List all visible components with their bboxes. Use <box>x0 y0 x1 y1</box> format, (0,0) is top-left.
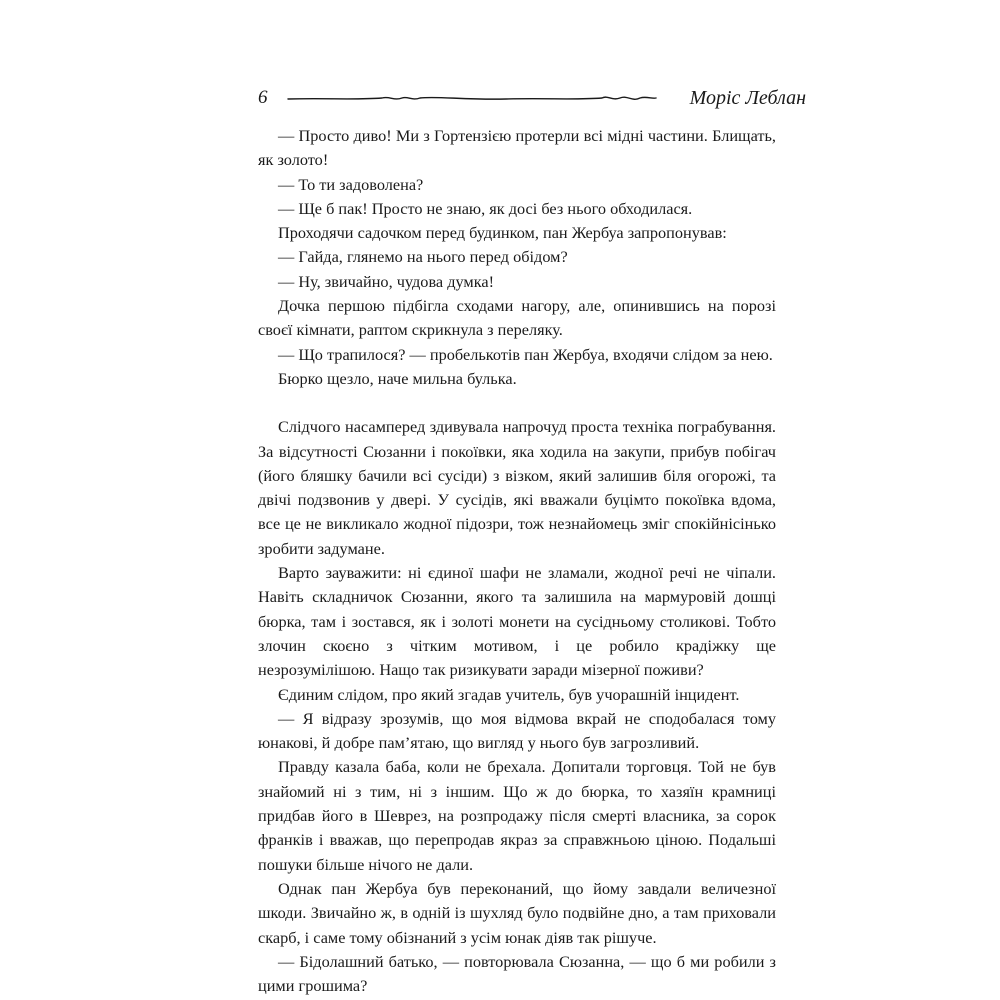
decorative-flourish-icon <box>286 90 658 106</box>
page-header <box>258 80 806 116</box>
paragraph: — Бідолашний батько, — повторювала Сюзанна, — що б ми робили з цими грошима? <box>258 951 776 996</box>
paragraph: Однак пан Жербуа був переконаний, що йому завдали величезної шкоди. Звичайно ж, в одній із шухляд було подвійне дно, а там приховали скарб, і саме тому обізнаний з усім юнак діяв так рішуче. <box>258 878 776 947</box>
section-break <box>258 391 776 415</box>
paragraph: — Ну, звичайно, чудова думка! <box>278 271 495 291</box>
paragraph: Дочка першою підбігла сходами нагору, але, опинившись на порозі своєї кімнати, раптом скрикнула з переляку. <box>258 296 776 340</box>
paragraph: — Я відразу зрозумів, що моя відмова вкрай не сподобалася тому юнакові, й добре пам’ятаю, що вигляд у нього був загрозливий. <box>258 708 776 753</box>
paragraph: Проходячи садочком перед будинком, пан Жербуа запропонував: <box>278 223 727 243</box>
paragraph: — Гайда, глянемо на нього перед обідом? <box>278 247 568 267</box>
paragraph: — То ти задоволена? <box>278 174 424 194</box>
paragraph: Бюрко щезло, наче мильна булька. <box>278 368 517 388</box>
paragraph: — Ще б пак! Просто не знаю, як досі без нього обходилася. <box>278 198 693 218</box>
paragraph: — Що трапилося? — пробелькотів пан Жербуа, входячи слідом за нею. <box>278 344 773 364</box>
paragraph: Єдиним слідом, про який згадав учитель, був учорашній інцидент. <box>278 684 740 704</box>
body-text <box>258 124 776 998</box>
paragraph: Варто зауважити: ні єдиної шафи не зламали, жодної речі не чіпали. Навіть складничок Сюзанни, якого та залишила на мармуровій дошці бюрка, там і зостався, як і золоті монети на сусідньому столикові. Тобто злочин скоєно з чітким мотивом, і це робило крадіжку ще незрозумілішою. Нащо так ризикувати заради мізерної поживи? <box>258 563 776 680</box>
paragraph: Правду казала баба, коли не брехала. Допитали торговця. Той не був знайомий ні з тим, ні з іншим. Що ж до бюрка, то хазяїн крамниці придбав його в Шеврез, на розпродажу після смерті власника, за сорок франків і вважав, що перепродав якраз за справжньою ціною. Подальші пошуки більше нічого не дали. <box>258 757 776 874</box>
page-number: 6 <box>258 87 268 108</box>
paragraph: — Просто диво! Ми з Гортензією протерли всі мідні частини. Блищать, як золото! <box>258 126 776 170</box>
paragraph: Слідчого насамперед здивувала напрочуд проста техніка пограбування. За відсутності Сюзанни і покоївки, яка ходила на закупи, прибув побігач (його бляшку бачили всі сусіди) з візком, який залишив біля огорожі, та двічі подзвонив у двері. У сусідів, які вважали буцімто покоївка вдома, все це не викликало жодної підозри, тож незнайомець зміг спокійнісінько зробити задумане. <box>258 417 776 558</box>
running-head-author: Моріс Леблан <box>689 87 806 109</box>
